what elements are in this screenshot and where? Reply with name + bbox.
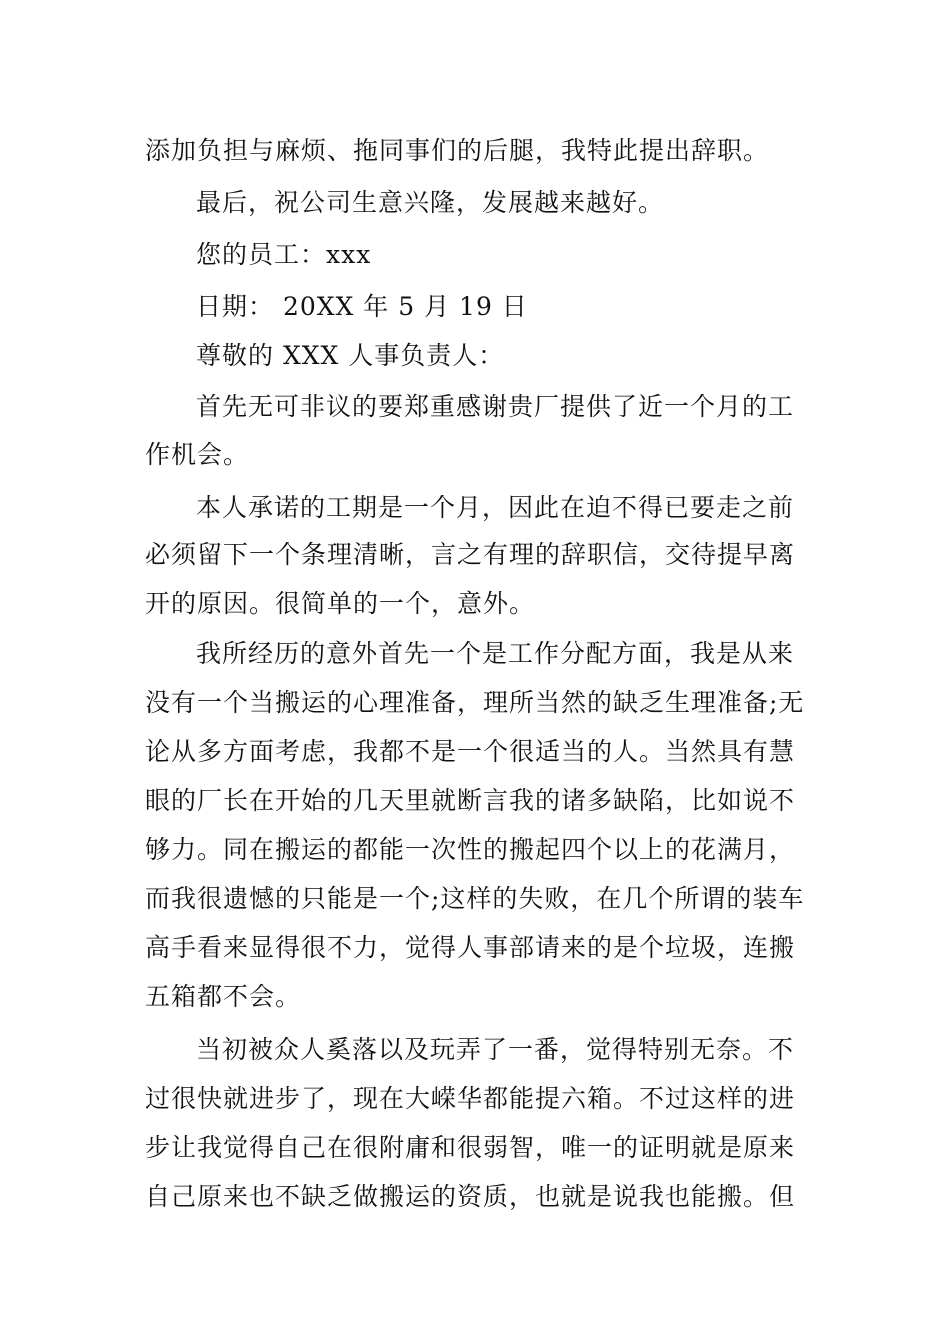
text-line: 您的员工：xxx <box>196 240 372 269</box>
text-line: 首先无可非议的要郑重感谢贵厂提供了近一个月的工 <box>196 392 795 421</box>
text-line: 眼的厂长在开始的几天里就断言我的诸多缺陷，比如说不 <box>145 786 796 815</box>
text-line: 日期： 20XX 年 5 月 19 日 <box>196 292 528 321</box>
text-line: 开的原因。很简单的一个，意外。 <box>145 589 536 618</box>
text-line: 本人承诺的工期是一个月，因此在迫不得已要走之前 <box>196 493 795 522</box>
text-line: 没有一个当搬运的心理准备，理所当然的缺乏生理准备;无 <box>145 688 805 717</box>
text-line: 五箱都不会。 <box>145 982 302 1011</box>
text-line: 过很快就进步了，现在大嵘华都能提六箱。不过这样的进 <box>145 1084 796 1113</box>
text-line: 自己原来也不缺乏做搬运的资质，也就是说我也能搬。但 <box>145 1182 796 1211</box>
text-line: 当初被众人奚落以及玩弄了一番，觉得特别无奈。不 <box>196 1035 795 1064</box>
text-line: 必须留下一个条理清晰，言之有理的辞职信，交待提早离 <box>145 540 796 569</box>
text-line: 高手看来显得很不力，觉得人事部请来的是个垃圾，连搬 <box>145 933 796 962</box>
text-line: 我所经历的意外首先一个是工作分配方面，我是从来 <box>196 639 795 668</box>
text-line: 论从多方面考虑，我都不是一个很适当的人。当然具有慧 <box>145 737 796 766</box>
text-line: 作机会。 <box>145 440 250 469</box>
text-line: 够力。同在搬运的都能一次性的搬起四个以上的花满月， <box>145 835 796 864</box>
text-line: 尊敬的 XXX 人事负责人： <box>196 341 505 370</box>
text-line: 步让我觉得自己在很附庸和很弱智，唯一的证明就是原来 <box>145 1133 796 1162</box>
text-line: 添加负担与麻烦、拖同事们的后腿，我特此提出辞职。 <box>145 136 770 165</box>
text-line: 最后，祝公司生意兴隆，发展越来越好。 <box>196 188 665 217</box>
text-line: 而我很遗憾的只能是一个;这样的失败，在几个所谓的装车 <box>145 884 805 913</box>
